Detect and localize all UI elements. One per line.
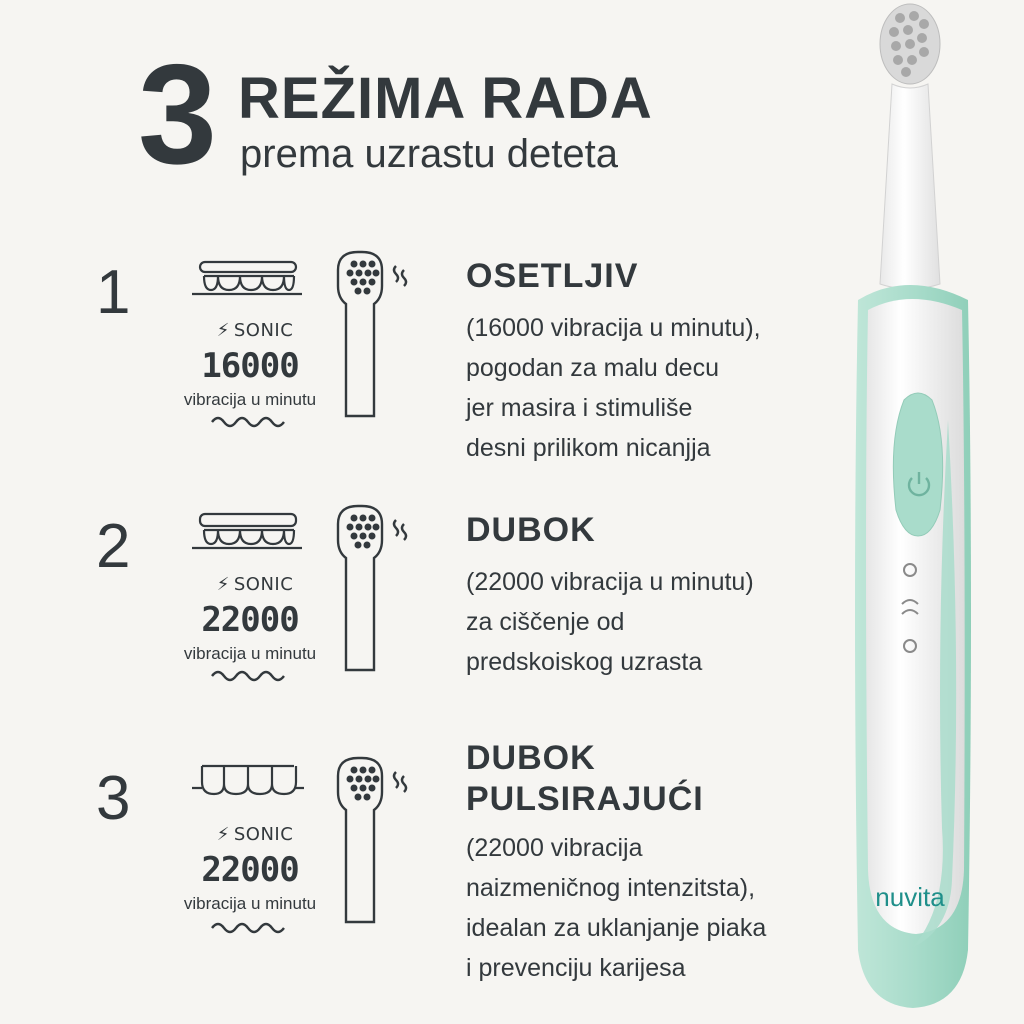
mode-3: [0, 739, 840, 998]
vibration-count: 22000: [201, 600, 299, 640]
headline-number: 3: [138, 35, 217, 194]
child-teeth-icon: [190, 506, 305, 566]
baby-teeth-icon: [190, 252, 305, 312]
mode-title: DUBOK: [466, 511, 596, 549]
lightning-icon: ⚡: [216, 320, 230, 341]
toothbrush-illustration: [830, 0, 1024, 1024]
brush-neck: [880, 84, 940, 289]
sonic-label: ⚡ SONIC: [216, 574, 294, 595]
mode-description: (16000 vibracija u minutu), pogodan za malu decu jer masira i stimuliše desni prilikom nicanjja: [466, 314, 761, 462]
vibration-count: 22000: [201, 850, 299, 890]
mode-description: (22000 vibracija u minutu) za ciščenje od predskoiskog uzrasta: [466, 568, 754, 676]
vibration-unit: vibracija u minutu: [183, 894, 317, 913]
vibration-unit: vibracija u minutu: [183, 390, 317, 409]
vibration-wave-icon: [210, 920, 290, 936]
power-button: [893, 393, 942, 536]
vibration-wave-icon: [210, 668, 290, 684]
brush-head-icon: [330, 756, 430, 926]
headline-title: REŽIMA RADA: [238, 66, 653, 131]
brush-head-icon: [330, 504, 430, 674]
vibration-unit: vibracija u minutu: [183, 644, 317, 663]
vibration-wave-icon: [210, 414, 290, 430]
brush-head-icon: [330, 250, 430, 420]
lightning-icon: ⚡: [216, 574, 230, 595]
mode-number: 3: [96, 764, 131, 833]
mode-1: [0, 257, 840, 492]
permanent-teeth-icon: [190, 758, 305, 818]
bristle-head: [880, 4, 940, 84]
vibration-count: 16000: [201, 346, 299, 386]
mode-description: (22000 vibracija naizmeničnog intenzitsta), idealan za uklanjanje piaka i prevenciju karijesa: [466, 834, 767, 982]
mode-title: DUBOK PULSIRAJUĆI: [466, 739, 704, 818]
sonic-label: ⚡ SONIC: [216, 320, 294, 341]
mode-number: 2: [96, 512, 131, 581]
headline-subtitle: prema uzrastu deteta: [240, 132, 618, 176]
brand-logo: nuvita: [875, 882, 945, 912]
lightning-icon: ⚡: [216, 824, 230, 845]
sonic-label: ⚡ SONIC: [216, 824, 294, 845]
mode-2: [0, 511, 840, 746]
mode-number: 1: [96, 258, 131, 327]
mode-title: OSETLJIV: [466, 257, 639, 295]
